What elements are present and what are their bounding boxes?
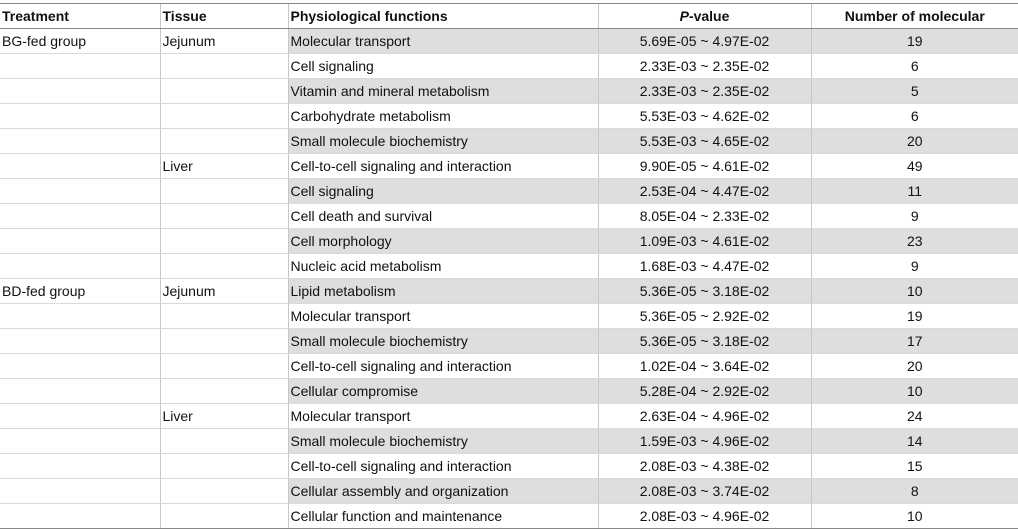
cell-number-of-molecular: 10 — [811, 279, 1018, 304]
cell-treatment — [0, 229, 160, 254]
cell-tissue — [160, 354, 288, 379]
cell-treatment — [0, 104, 160, 129]
cell-treatment: BD-fed group — [0, 279, 160, 304]
cell-p-value: 2.53E-04 ~ 4.47E-02 — [598, 179, 811, 204]
header-p-value-suffix: -value — [688, 8, 730, 24]
cell-p-value: 2.08E-03 ~ 4.96E-02 — [598, 504, 811, 529]
cell-tissue — [160, 504, 288, 529]
cell-treatment — [0, 329, 160, 354]
cell-physiological-function: Cell death and survival — [288, 204, 598, 229]
cell-number-of-molecular: 19 — [811, 29, 1018, 54]
table-row — [0, 79, 1018, 104]
cell-physiological-function: Cell signaling — [288, 54, 598, 79]
cell-treatment — [0, 179, 160, 204]
cell-p-value: 1.09E-03 ~ 4.61E-02 — [598, 229, 811, 254]
cell-p-value: 2.33E-03 ~ 2.35E-02 — [598, 54, 811, 79]
table-row — [0, 429, 1018, 454]
cell-physiological-function: Molecular transport — [288, 404, 598, 429]
cell-physiological-function: Cell-to-cell signaling and interaction — [288, 354, 598, 379]
cell-physiological-function: Cell-to-cell signaling and interaction — [288, 154, 598, 179]
cell-treatment — [0, 154, 160, 179]
cell-treatment — [0, 429, 160, 454]
cell-tissue — [160, 79, 288, 104]
table-row — [0, 304, 1018, 329]
results-table — [0, 3, 1018, 529]
cell-p-value: 9.90E-05 ~ 4.61E-02 — [598, 154, 811, 179]
cell-tissue — [160, 129, 288, 154]
cell-p-value: 5.36E-05 ~ 2.92E-02 — [598, 304, 811, 329]
header-treatment: Treatment — [0, 4, 160, 29]
cell-number-of-molecular: 5 — [811, 79, 1018, 104]
cell-p-value: 2.63E-04 ~ 4.96E-02 — [598, 404, 811, 429]
header-number-of-molecular: Number of molecular — [811, 4, 1018, 29]
cell-treatment — [0, 454, 160, 479]
table-row — [0, 354, 1018, 379]
cell-tissue: Jejunum — [160, 279, 288, 304]
cell-number-of-molecular: 19 — [811, 304, 1018, 329]
cell-physiological-function: Small molecule biochemistry — [288, 329, 598, 354]
table-row — [0, 504, 1018, 529]
cell-number-of-molecular: 8 — [811, 479, 1018, 504]
cell-number-of-molecular: 15 — [811, 454, 1018, 479]
cell-treatment — [0, 54, 160, 79]
cell-treatment — [0, 479, 160, 504]
cell-p-value: 5.36E-05 ~ 3.18E-02 — [598, 279, 811, 304]
table-header-row — [0, 4, 1018, 29]
cell-number-of-molecular: 9 — [811, 254, 1018, 279]
header-p-value — [598, 4, 811, 29]
cell-tissue — [160, 454, 288, 479]
cell-number-of-molecular: 14 — [811, 429, 1018, 454]
table-row — [0, 104, 1018, 129]
cell-tissue — [160, 179, 288, 204]
cell-physiological-function: Nucleic acid metabolism — [288, 254, 598, 279]
cell-p-value: 5.36E-05 ~ 3.18E-02 — [598, 329, 811, 354]
table-row — [0, 179, 1018, 204]
cell-treatment — [0, 504, 160, 529]
cell-p-value: 2.08E-03 ~ 4.38E-02 — [598, 454, 811, 479]
cell-treatment — [0, 79, 160, 104]
cell-tissue: Liver — [160, 404, 288, 429]
table-row — [0, 29, 1018, 54]
cell-number-of-molecular: 6 — [811, 54, 1018, 79]
cell-p-value: 5.28E-04 ~ 2.92E-02 — [598, 379, 811, 404]
cell-treatment: BG-fed group — [0, 29, 160, 54]
cell-tissue — [160, 304, 288, 329]
table-row — [0, 454, 1018, 479]
cell-tissue — [160, 479, 288, 504]
cell-tissue — [160, 229, 288, 254]
cell-treatment — [0, 204, 160, 229]
cell-physiological-function: Cellular assembly and organization — [288, 479, 598, 504]
table-body — [0, 29, 1018, 529]
cell-number-of-molecular: 24 — [811, 404, 1018, 429]
cell-physiological-function: Molecular transport — [288, 304, 598, 329]
cell-physiological-function: Cellular compromise — [288, 379, 598, 404]
cell-tissue — [160, 429, 288, 454]
cell-number-of-molecular: 10 — [811, 379, 1018, 404]
cell-number-of-molecular: 23 — [811, 229, 1018, 254]
cell-physiological-function: Molecular transport — [288, 29, 598, 54]
cell-number-of-molecular: 20 — [811, 354, 1018, 379]
cell-tissue — [160, 379, 288, 404]
cell-p-value: 2.08E-03 ~ 3.74E-02 — [598, 479, 811, 504]
cell-number-of-molecular: 49 — [811, 154, 1018, 179]
cell-number-of-molecular: 20 — [811, 129, 1018, 154]
cell-number-of-molecular: 10 — [811, 504, 1018, 529]
cell-p-value: 1.59E-03 ~ 4.96E-02 — [598, 429, 811, 454]
cell-tissue — [160, 329, 288, 354]
cell-treatment — [0, 304, 160, 329]
cell-physiological-function: Small molecule biochemistry — [288, 429, 598, 454]
cell-tissue — [160, 54, 288, 79]
cell-p-value: 5.53E-03 ~ 4.62E-02 — [598, 104, 811, 129]
header-tissue: Tissue — [160, 4, 288, 29]
cell-number-of-molecular: 9 — [811, 204, 1018, 229]
cell-physiological-function: Small molecule biochemistry — [288, 129, 598, 154]
table-row — [0, 229, 1018, 254]
cell-treatment — [0, 254, 160, 279]
cell-physiological-function: Cell-to-cell signaling and interaction — [288, 454, 598, 479]
cell-treatment — [0, 129, 160, 154]
cell-physiological-function: Lipid metabolism — [288, 279, 598, 304]
table-row — [0, 154, 1018, 179]
cell-number-of-molecular: 17 — [811, 329, 1018, 354]
cell-p-value: 5.53E-03 ~ 4.65E-02 — [598, 129, 811, 154]
table-row — [0, 279, 1018, 304]
cell-p-value: 2.33E-03 ~ 2.35E-02 — [598, 79, 811, 104]
cell-number-of-molecular: 6 — [811, 104, 1018, 129]
table-row — [0, 479, 1018, 504]
cell-number-of-molecular: 11 — [811, 179, 1018, 204]
cell-treatment — [0, 404, 160, 429]
cell-physiological-function: Cell signaling — [288, 179, 598, 204]
cell-physiological-function: Carbohydrate metabolism — [288, 104, 598, 129]
table-row — [0, 379, 1018, 404]
table-row — [0, 254, 1018, 279]
table-row — [0, 54, 1018, 79]
header-p-value-italic-p: P — [679, 8, 689, 24]
cell-tissue — [160, 104, 288, 129]
cell-treatment — [0, 379, 160, 404]
cell-p-value: 8.05E-04 ~ 2.33E-02 — [598, 204, 811, 229]
table-row — [0, 129, 1018, 154]
cell-physiological-function: Cell morphology — [288, 229, 598, 254]
cell-p-value: 5.69E-05 ~ 4.97E-02 — [598, 29, 811, 54]
cell-p-value: 1.02E-04 ~ 3.64E-02 — [598, 354, 811, 379]
cell-tissue — [160, 204, 288, 229]
cell-tissue: Jejunum — [160, 29, 288, 54]
cell-p-value: 1.68E-03 ~ 4.47E-02 — [598, 254, 811, 279]
table-row — [0, 204, 1018, 229]
table-row — [0, 329, 1018, 354]
header-physiological-functions: Physiological functions — [288, 4, 598, 29]
cell-physiological-function: Cellular function and maintenance — [288, 504, 598, 529]
cell-tissue — [160, 254, 288, 279]
table-row — [0, 404, 1018, 429]
cell-tissue: Liver — [160, 154, 288, 179]
cell-physiological-function: Vitamin and mineral metabolism — [288, 79, 598, 104]
cell-treatment — [0, 354, 160, 379]
